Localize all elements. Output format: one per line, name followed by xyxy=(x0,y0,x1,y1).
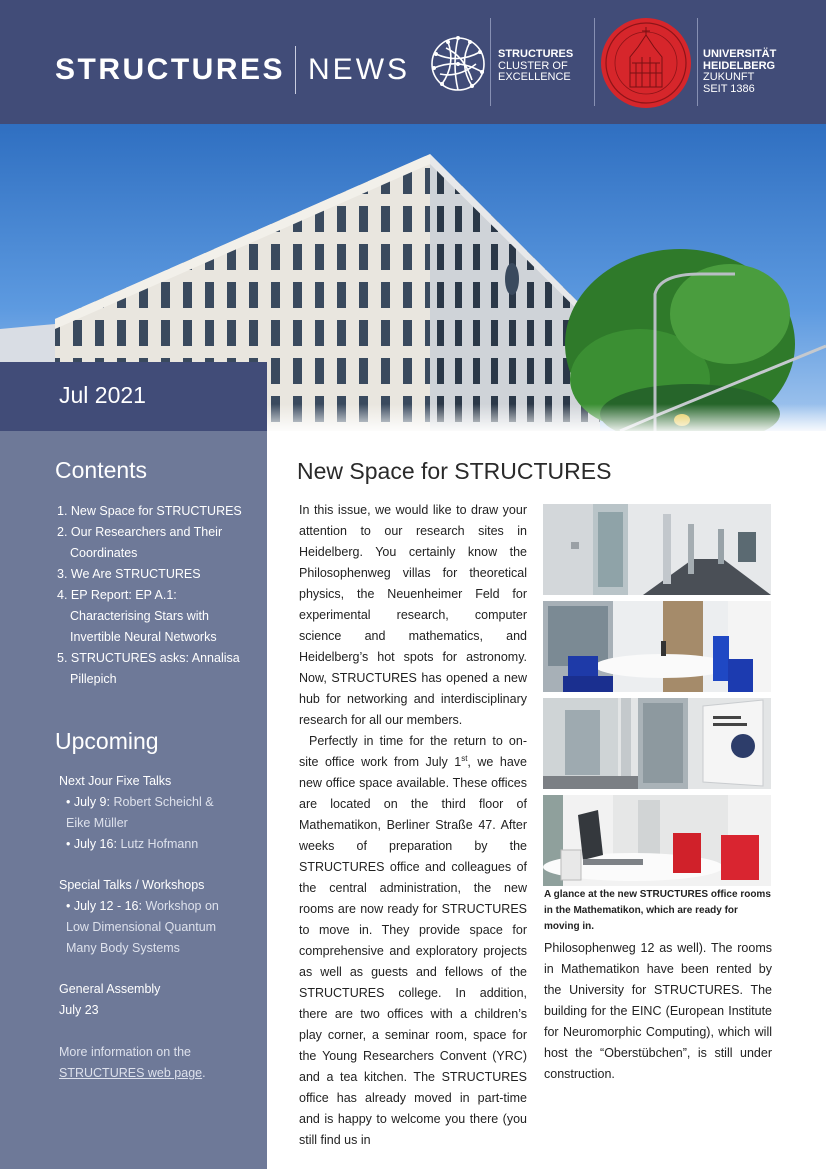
event-item-cont: Low Dimensional Quantum xyxy=(66,920,217,934)
header-banner xyxy=(0,0,826,124)
event-item: • July 9: Robert Scheichl & xyxy=(66,795,214,809)
photo-caption: A glance at the new STRUCTURES office rooms in the Mathematikon, which are ready for moving in. xyxy=(544,889,771,932)
office-meeting-table-photo xyxy=(543,601,771,692)
more-info: More information on the STRUCTURES web page. xyxy=(59,1045,206,1080)
article-column-left xyxy=(299,500,527,1151)
upcoming-heading: Upcoming xyxy=(55,728,159,754)
contents-heading: Contents xyxy=(55,457,148,483)
newsletter-brand xyxy=(55,46,410,94)
article-title: New Space for STRUCTURES xyxy=(297,458,612,484)
contents-item[interactable]: 5. STRUCTURES asks: Annalisa Pillepich xyxy=(57,651,240,686)
article-column-right xyxy=(544,938,772,1085)
jour-fixe-section xyxy=(59,771,259,855)
structures-web-page-link[interactable]: STRUCTURES web page xyxy=(59,1066,203,1080)
header-divider xyxy=(490,18,491,106)
cluster-label: STRUCTURES CLUSTER OF EXCELLENCE xyxy=(498,48,574,83)
article-paragraph: Perfectly in time for the return to on-site office work from July 1st, we have new office space available. These offices are located on the third floor of Mathematikon, Berliner Straße 47. After weeks of preparation by the STRUCTURES office and colleagues of the central administration, the new rooms are now ready for STRUCTURES to move in. They provide space for comprehensive and exploratory projects as well as guests and fellows of the STRUCTURES college. In addition, there are two offices with a children’s play corner, a seminar room, space for the Young Researchers Convent (YRC) and a tea kitchen. The STRUCTURES office has already moved in part-time and is happy to welcome you there (you still find us in xyxy=(299,734,527,1147)
special-talks-heading: Special Talks / Workshops xyxy=(59,878,205,892)
article-paragraph: Philosophenweg 12 as well). The rooms in Mathematikon have been rented by the University for STRUCTURES. The building for the EINC (European Institute for Neuromorphic Computing), which will host the “Oberstübchen”, is still under construction. xyxy=(544,941,772,1081)
event-item-cont: Many Body Systems xyxy=(66,941,180,955)
brand-structures: STRUCTURES xyxy=(55,53,286,86)
issue-date-box xyxy=(0,362,267,431)
office-entrance-sign-photo xyxy=(543,698,771,789)
event-item-cont: Eike Müller xyxy=(66,816,128,830)
brand-news: NEWS xyxy=(308,53,411,86)
structures-cluster-logo-icon xyxy=(428,34,488,94)
special-talks-section xyxy=(59,875,259,959)
event-item: • July 16: Lutz Hofmann xyxy=(66,837,199,851)
article-paragraph: In this issue, we would like to draw your attention to our research sites in Heidelberg. You certainly know the Philosophenweg villas for theoretical physics, the Neuenheimer Feld for experimental research, computer science and mathematics, and Heidelberg’s hot spots for astronomy. Now, STRUCTURES has opened a new hub for networking and interdisciplinary research for all our members. xyxy=(299,503,527,727)
header-divider xyxy=(697,18,698,106)
contents-item[interactable]: 4. EP Report: EP A.1: Characterising Stars with Invertible Neural Networks xyxy=(57,588,217,644)
assembly-section xyxy=(59,979,259,1021)
sidebar xyxy=(0,431,267,1169)
brand-divider xyxy=(295,46,296,94)
contents-item[interactable]: 1. New Space for STRUCTURES xyxy=(57,504,242,518)
jour-fixe-heading: Next Jour Fixe Talks xyxy=(59,774,172,788)
assembly-date: July 23 xyxy=(59,1003,99,1017)
event-item: • July 12 - 16: Workshop on xyxy=(66,899,219,913)
office-desk-photo xyxy=(543,795,771,886)
contents-list xyxy=(57,501,257,690)
contents-item[interactable]: 3. We Are STRUCTURES xyxy=(57,567,201,581)
university-seal-icon xyxy=(600,17,692,109)
office-corridor-photo xyxy=(543,504,771,595)
contents-item[interactable]: 2. Our Researchers and Their Coordinates xyxy=(57,525,223,560)
header-divider xyxy=(594,18,595,106)
issue-date: Jul 2021 xyxy=(59,382,146,408)
university-label: UNIVERSITÄT HEIDELBERG ZUKUNFT SEIT 1386 xyxy=(703,48,777,95)
assembly-heading: General Assembly xyxy=(59,982,161,996)
